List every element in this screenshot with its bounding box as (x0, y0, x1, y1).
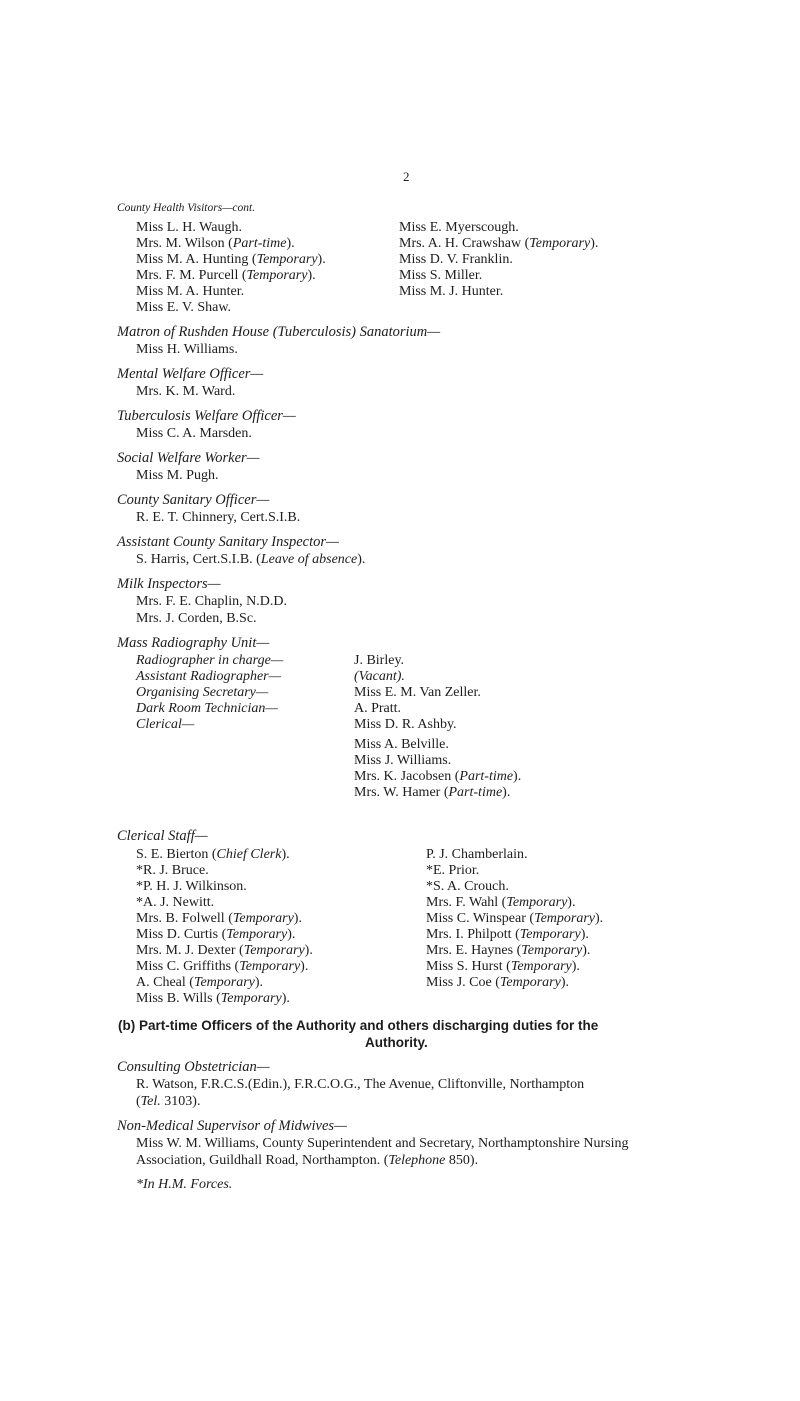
radiography-person: Miss E. M. Van Zeller. (354, 685, 481, 700)
matron-name: Miss H. Williams. (136, 342, 238, 357)
clerical-staff-member-name: Mrs. F. Wahl (426, 895, 502, 910)
radiography-clerical-column (354, 736, 521, 800)
supervisor-address: Association, Guildhall Road, Northampton. ( (136, 1153, 389, 1168)
health-visitor-name: Miss M. A. Hunting (136, 252, 252, 267)
health-visitor-name: Mrs. F. M. Purcell (136, 268, 242, 283)
radiography-clerk (354, 736, 521, 752)
clerical-staff-member-suffix: ). (580, 927, 589, 942)
supervisor-telephone-label: Telephone (388, 1153, 446, 1168)
radiography-clerk-suffix: ). (513, 769, 522, 784)
radiography-role: Clerical— (136, 717, 195, 732)
assistant-sanitary-line (136, 551, 365, 568)
clerical-staff-member-name: *E. Prior. (426, 863, 480, 878)
clerical-staff-member: S. E. Bierton (Chief Clerk). (136, 847, 290, 862)
social-welfare-heading: Social Welfare Worker— (117, 450, 260, 466)
radiography-clerk-name: Miss A. Belville. (354, 737, 449, 752)
clerical-staff-member-name: A. Cheal (136, 975, 190, 990)
footnote: *In H.M. Forces. (136, 1177, 233, 1192)
assistant-sanitary-suffix: ). (357, 552, 366, 567)
radiography-clerk-status: Part-time (448, 785, 503, 800)
clerical-staff-member (136, 894, 313, 910)
radiography-clerk-name: Mrs. W. Hamer (354, 785, 444, 800)
obstetrician-tel-number: 3103). (160, 1094, 201, 1109)
clerical-staff-member-status: Temporary (193, 975, 255, 990)
health-visitor-name: Miss M. A. Hunter. (136, 284, 245, 299)
clerical-staff-member-name: Miss J. Coe (426, 975, 496, 990)
clerical-staff-member-suffix: ). (595, 911, 604, 926)
radiography-clerk: Mrs. K. Jacobsen (Part-time). (354, 769, 522, 784)
clerical-staff-member-name: *P. H. J. Wilkinson. (136, 879, 247, 894)
milk-inspector-name: Mrs. J. Corden, B.Sc. (136, 611, 257, 626)
health-visitor-name: Miss S. Miller. (399, 268, 483, 283)
radiography-clerk-suffix: ). (502, 785, 511, 800)
health-visitor-suffix: ). (317, 252, 326, 267)
page-number: 2 (403, 169, 410, 184)
tb-welfare-heading: Tuberculosis Welfare Officer— (117, 408, 296, 424)
radiography-role: Dark Room Technician— (136, 701, 278, 716)
radiography-roles-column (136, 652, 283, 732)
health-visitor-suffix: ). (307, 268, 316, 283)
clerical-staff-member-name: Mrs. E. Haynes (426, 943, 517, 958)
clerical-staff-member: Mrs. E. Haynes (Temporary). (426, 943, 591, 958)
clerical-staff-member-suffix: ). (281, 847, 290, 862)
health-visitor-name: Miss M. J. Hunter. (399, 284, 504, 299)
clerical-staff-member-status: Temporary (226, 927, 288, 942)
clerical-staff-member: Mrs. M. J. Dexter (Temporary). (136, 943, 313, 958)
clerical-staff-member (426, 878, 603, 894)
clerical-staff-member-status: Temporary (220, 991, 282, 1006)
clerical-staff-member-name: *R. J. Bruce. (136, 863, 209, 878)
clerical-staff-member-name: S. E. Bierton (136, 847, 212, 862)
mental-welfare-heading: Mental Welfare Officer— (117, 366, 264, 382)
clerical-staff-member-status: Chief Clerk (216, 847, 282, 862)
obstetrician-tel-open: ( (136, 1094, 141, 1109)
obstetrician-line1: R. Watson, F.R.C.S.(Edin.), F.R.C.O.G., The Avenue, Cliftonville, Northampton (136, 1077, 585, 1092)
radiography-person: A. Pratt. (354, 701, 402, 716)
clerical-staff-member-suffix: ). (254, 975, 264, 990)
radiography-clerk-name: Miss J. Williams. (354, 753, 452, 768)
sanitary-officer-heading: County Sanitary Officer— (117, 492, 270, 508)
clerical-staff-member: Miss J. Coe (Temporary). (426, 975, 570, 990)
assistant-sanitary-heading: Assistant County Sanitary Inspector— (117, 534, 339, 550)
milk-inspector-name: Mrs. F. E. Chaplin, N.D.D. (136, 594, 287, 609)
part-b-heading-line2: Authority. (365, 1035, 428, 1050)
radiography-heading: Mass Radiography Unit— (117, 635, 270, 651)
part-b-heading-line1: (b) Part-time Officers of the Authority and others discharging duties for the (118, 1018, 599, 1033)
clerical-staff-member-name: Miss B. Wills (136, 991, 217, 1006)
health-visitor-name: Miss E. V. Shaw. (136, 300, 232, 315)
clerical-staff-member (136, 862, 313, 878)
radiography-clerk-status: Part-time (459, 769, 514, 784)
health-visitor (399, 219, 598, 235)
clerical-staff-member: Miss S. Hurst (Temporary). (426, 959, 580, 974)
health-visitor-status: Temporary (246, 268, 308, 283)
clerical-staff-member-status: Temporary (243, 943, 305, 958)
radiography-person: Miss D. R. Ashby. (354, 717, 457, 732)
health-visitor (136, 283, 326, 299)
health-visitor (399, 283, 598, 299)
clerical-staff-member-status: Temporary (239, 959, 301, 974)
health-visitor: Mrs. M. Wilson (Part-time). (136, 236, 295, 251)
health-visitor-status: Temporary (256, 252, 318, 267)
health-visitor-name: Mrs. M. Wilson (136, 236, 229, 251)
clerical-staff-member-name: Mrs. B. Folwell (136, 911, 229, 926)
health-visitor (136, 299, 326, 315)
health-visitor-suffix: ). (590, 236, 599, 251)
clerical-staff-member-status: Temporary (521, 943, 583, 958)
clerical-staff-member-suffix: ). (300, 959, 309, 974)
clerical-staff-member: Miss B. Wills (Temporary). (136, 991, 290, 1006)
radiography-names-column (354, 652, 481, 732)
clerical-staff-member-suffix: ). (293, 911, 302, 926)
milk-inspectors-heading: Milk Inspectors— (117, 576, 221, 592)
health-visitor-name: Miss E. Myerscough. (399, 220, 519, 235)
health-visitors-left-column (136, 219, 326, 315)
clerical-staff-member-name: Mrs. M. J. Dexter (136, 943, 240, 958)
clerical-staff-left-column (136, 846, 313, 1006)
health-visitor-status: Part-time (232, 236, 287, 251)
health-visitor-suffix: ). (286, 236, 295, 251)
continuation-heading: County Health Visitors—cont. (117, 202, 256, 214)
clerical-staff-member-status: Temporary (232, 911, 294, 926)
clerical-staff-member-suffix: ). (567, 895, 576, 910)
radiography-role: Organising Secretary— (136, 685, 269, 700)
supervisor-line1: Miss W. M. Williams, County Superintendent and Secretary, Northamptonshire Nursing (136, 1136, 629, 1151)
supervisor-heading: Non-Medical Supervisor of Midwives— (117, 1118, 347, 1134)
clerical-staff-member-name: Miss C. Griffiths (136, 959, 235, 974)
clerical-staff-right-column (426, 846, 603, 990)
health-visitor (399, 267, 598, 283)
health-visitor: Miss M. A. Hunting (Temporary). (136, 252, 326, 267)
clerical-staff-member-status: Temporary (499, 975, 561, 990)
social-welfare-name: Miss M. Pugh. (136, 468, 219, 483)
clerical-staff-member-name: Miss S. Hurst (426, 959, 507, 974)
clerical-staff-member: Miss D. Curtis (Temporary). (136, 927, 296, 942)
health-visitor (399, 251, 598, 267)
clerical-staff-member-name: *A. J. Newitt. (136, 895, 215, 910)
clerical-staff-member: Mrs. I. Philpott (Temporary). (426, 927, 589, 942)
obstetrician-heading: Consulting Obstetrician— (117, 1059, 270, 1075)
radiography-role: Assistant Radiographer— (136, 669, 282, 684)
clerical-staff-heading: Clerical Staff— (117, 828, 208, 844)
health-visitor: Mrs. A. H. Crawshaw (Temporary). (399, 236, 599, 251)
clerical-staff-member-suffix: ). (560, 975, 570, 990)
radiography-clerk: Mrs. W. Hamer (Part-time). (354, 785, 511, 800)
clerical-staff-member-name: Miss C. Winspear (426, 911, 530, 926)
clerical-staff-member (426, 862, 603, 878)
radiography-person: J. Birley. (354, 653, 405, 668)
clerical-staff-member: A. Cheal (Temporary). (136, 975, 264, 990)
clerical-staff-member-status: Temporary (506, 895, 568, 910)
health-visitor-status: Temporary (529, 236, 591, 251)
clerical-staff-member-name: *S. A. Crouch. (426, 879, 509, 894)
clerical-staff-member-name: Mrs. I. Philpott (426, 927, 516, 942)
health-visitor (136, 219, 326, 235)
health-visitors-right-column (399, 219, 598, 299)
radiography-clerk (354, 752, 521, 768)
obstetrician-line2 (136, 1093, 200, 1110)
obstetrician-tel-label: Tel. (140, 1094, 161, 1109)
sanitary-officer-name: R. E. T. Chinnery, Cert.S.I.B. (136, 510, 301, 525)
clerical-staff-member-suffix: ). (287, 927, 296, 942)
radiography-person: (Vacant). (354, 669, 405, 684)
health-visitor-name: Mrs. A. H. Crawshaw (399, 236, 525, 251)
clerical-staff-member: Mrs. B. Folwell (Temporary). (136, 911, 302, 926)
assistant-sanitary-note: Leave of absence (260, 552, 358, 567)
radiography-role: Radiographer in charge— (136, 653, 284, 668)
clerical-staff-member (136, 878, 313, 894)
health-visitor-name: Miss D. V. Franklin. (399, 252, 513, 267)
supervisor-telephone-number: 850). (445, 1153, 479, 1168)
health-visitor: Mrs. F. M. Purcell (Temporary). (136, 268, 316, 283)
mental-welfare-name: Mrs. K. M. Ward. (136, 384, 236, 399)
supervisor-line2 (136, 1152, 478, 1169)
clerical-staff-member-status: Temporary (534, 911, 596, 926)
clerical-staff-member-status: Temporary (510, 959, 572, 974)
clerical-staff-member: Miss C. Winspear (Temporary). (426, 911, 604, 926)
clerical-staff-member-suffix: ). (571, 959, 580, 974)
clerical-staff-member-suffix: ). (281, 991, 290, 1006)
health-visitor-name: Miss L. H. Waugh. (136, 220, 242, 235)
clerical-staff-member-status: Temporary (519, 927, 581, 942)
radiography-clerk-name: Mrs. K. Jacobsen (354, 769, 455, 784)
clerical-staff-member: Mrs. F. Wahl (Temporary). (426, 895, 576, 910)
clerical-staff-member-name: Miss D. Curtis (136, 927, 222, 942)
clerical-staff-member-suffix: ). (582, 943, 591, 958)
clerical-staff-member: Miss C. Griffiths (Temporary). (136, 959, 309, 974)
assistant-sanitary-name: S. Harris, Cert.S.I.B. ( (136, 552, 261, 567)
tb-welfare-name: Miss C. A. Marsden. (136, 426, 252, 441)
clerical-staff-member (426, 846, 603, 862)
clerical-staff-member-suffix: ). (304, 943, 313, 958)
clerical-staff-member-name: P. J. Chamberlain. (426, 847, 528, 862)
matron-heading: Matron of Rushden House (Tuberculosis) Sanatorium— (117, 324, 441, 340)
